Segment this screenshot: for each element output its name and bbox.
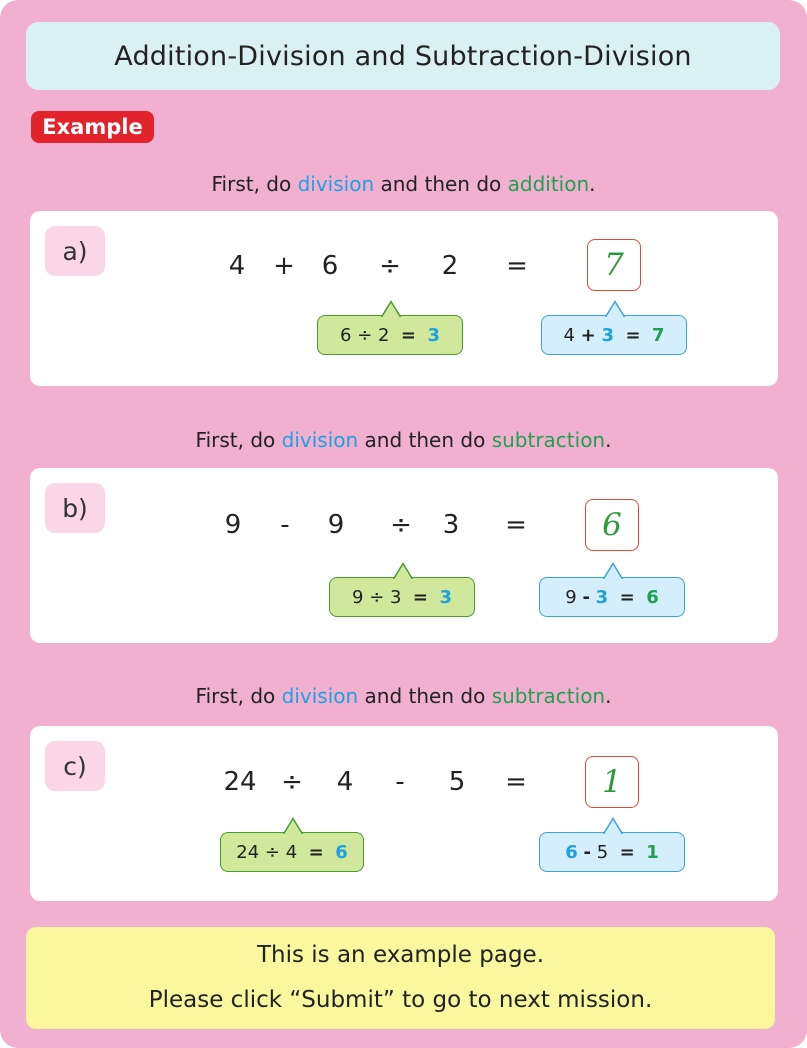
example-badge: Example: [31, 111, 154, 143]
instruction-text: First, do: [195, 684, 276, 708]
step-operand: 2: [378, 324, 390, 346]
instruction-second-op: addition: [507, 172, 590, 196]
instruction-a: [0, 172, 807, 196]
operation-step-bubble: [541, 315, 687, 355]
bubble-pointer: [381, 300, 401, 317]
expression-token: 3: [442, 510, 460, 540]
step-result: 6: [646, 586, 659, 608]
expression-token: =: [505, 767, 527, 797]
step-operator: ÷: [369, 586, 385, 608]
step-result: 6: [335, 841, 348, 863]
bubble-pointer: [283, 817, 303, 834]
step-result: 3: [439, 586, 452, 608]
expression-token: =: [506, 251, 528, 281]
expression-token: +: [273, 251, 295, 281]
step-result: 3: [427, 324, 440, 346]
division-step-bubble: [317, 315, 463, 355]
instruction-text: First, do: [195, 428, 276, 452]
bubble-pointer: [605, 300, 625, 317]
expression-token: 6: [321, 251, 339, 281]
expression-token: ÷: [281, 767, 303, 797]
step-operand: 5: [596, 841, 609, 863]
step-operator: +: [580, 324, 596, 346]
instruction-text: First, do: [211, 172, 292, 196]
footer-line-2: Please click “Submit” to go to next mission.: [148, 987, 653, 1013]
expression-token: =: [505, 510, 527, 540]
expression-token: ÷: [379, 251, 401, 281]
instruction-text: and then do: [364, 684, 486, 708]
instruction-text: and then do: [380, 172, 502, 196]
step-operand: 4: [563, 324, 575, 346]
expression-token: ÷: [390, 510, 412, 540]
footer-notice: [26, 927, 775, 1029]
step-operand: 9: [352, 586, 364, 608]
instruction-suffix: .: [605, 428, 612, 452]
step-equals: =: [619, 586, 635, 608]
problem-label: c): [45, 741, 105, 791]
step-operator: -: [583, 841, 592, 863]
step-equals: =: [619, 841, 635, 863]
instruction-first-op: division: [281, 684, 359, 708]
bubble-pointer: [603, 562, 623, 579]
bubble-pointer: [393, 562, 413, 579]
page-title: Addition-Division and Subtraction-Division: [26, 22, 780, 90]
expression-token: 4: [336, 767, 354, 797]
expression-token: -: [395, 767, 405, 797]
step-equals: =: [308, 841, 324, 863]
problem-card-c: [30, 726, 778, 901]
step-result: 7: [652, 324, 665, 346]
step-equals: =: [412, 586, 429, 608]
instruction-second-op: subtraction: [491, 428, 606, 452]
step-operand: 4: [285, 841, 298, 863]
operation-step-bubble: [539, 577, 685, 617]
step-result: 1: [646, 841, 659, 863]
operation-step-bubble: [539, 832, 685, 872]
instruction-first-op: division: [281, 428, 359, 452]
step-operand: 3: [601, 324, 614, 346]
expression-token: 5: [448, 767, 466, 797]
instruction-b: [0, 428, 807, 452]
problem-label: a): [45, 226, 105, 276]
division-step-bubble: [220, 832, 364, 872]
step-equals: =: [400, 324, 417, 346]
footer-line-1: This is an example page.: [256, 942, 545, 968]
problem-label: b): [45, 483, 105, 533]
expression-token: 2: [441, 251, 459, 281]
instruction-second-op: subtraction: [491, 684, 606, 708]
step-operand: 9: [565, 586, 577, 608]
expression-token: 9: [327, 510, 345, 540]
instruction-c: [0, 684, 807, 708]
bubble-pointer: [603, 817, 623, 834]
expression-token: 9: [224, 510, 242, 540]
step-operand: 3: [390, 586, 402, 608]
problem-card-a: [30, 211, 778, 386]
expression-token: 24: [223, 767, 257, 797]
instruction-first-op: division: [297, 172, 375, 196]
step-operator: ÷: [264, 841, 280, 863]
answer-box: 1: [585, 756, 639, 808]
problem-card-b: [30, 468, 778, 643]
answer-box: 6: [585, 499, 639, 551]
division-step-bubble: [329, 577, 475, 617]
instruction-suffix: .: [605, 684, 612, 708]
answer-box: 7: [587, 239, 641, 291]
step-operand: 6: [565, 841, 578, 863]
step-operand: 6: [340, 324, 352, 346]
step-equals: =: [625, 324, 641, 346]
instruction-suffix: .: [589, 172, 596, 196]
step-operand: 3: [595, 586, 609, 608]
step-operand: 24: [236, 841, 260, 863]
expression-token: -: [280, 510, 290, 540]
step-operator: -: [582, 586, 590, 608]
step-operator: ÷: [357, 324, 373, 346]
expression-token: 4: [228, 251, 246, 281]
instruction-text: and then do: [364, 428, 486, 452]
